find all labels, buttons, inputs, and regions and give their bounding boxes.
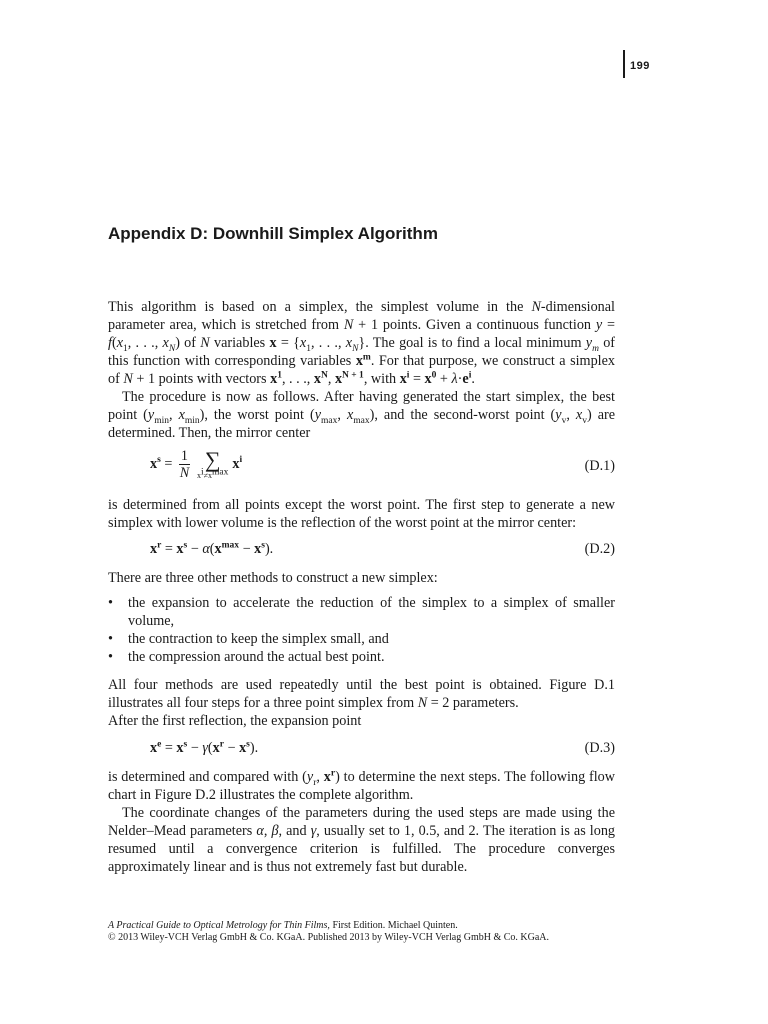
- paragraph-flowchart-reference: is determined and compared with ($y_r$, $x^r$) to determine the next steps. The following flow chart in Figure D.2 illustrates the complete algorithm.: [108, 768, 616, 803]
- equation-d3: $x^e = x^s - \gamma(x^r - x^s)$. (D.3): [150, 739, 615, 756]
- paragraph-expansion-intro: After the first reflection, the expansion point: [108, 713, 362, 729]
- page-number-rule: [623, 50, 625, 78]
- page-number: 199: [630, 60, 650, 72]
- list-item: • the expansion to accelerate the reduction of the simplex to a simplex of smaller volume,: [108, 595, 615, 629]
- paragraph-nelder-mead: The coordinate changes of the parameters during the used steps are made using the Nelder–Mead parameters α, β, and γ, usually set to 1, 0.5, and 2. The iteration is as long resumed until a convergence criterion is fulfilled. The procedure converges approximately linear and is thus not extremely fast but durable.: [108, 805, 616, 875]
- equation-d2: $x^r = x^s - \alpha(x^{max} - x^s)$. (D.2): [150, 540, 615, 557]
- list-item: • the compression around the actual best point.: [108, 649, 385, 665]
- footer-book-title: A Practical Guide to Optical Metrology for Thin Films,: [108, 920, 330, 931]
- copyright-footer: [108, 920, 628, 944]
- equation-label-d3: (D.3): [584, 740, 615, 756]
- paragraph-reflection: is determined from all points except the worst point. The first step to generate a new simplex with lower volume is the reflection of the worst point at the mirror center:: [108, 497, 615, 531]
- paragraph-procedure: The procedure is now as follows. After having generated the start simplex, the best point ($y_{min}$, $x_{min}$), the worst point ($y_{max}$, $x_{max}$), and the second-worst point ($y_v$, $x_v$) are determined. Then, the mirror center: [108, 389, 616, 441]
- list-item: • the contraction to keep the simplex small, and: [108, 631, 389, 647]
- equation-label-d2: (D.2): [584, 541, 615, 557]
- chapter-title: Appendix D: Downhill Simplex Algorithm: [108, 224, 438, 243]
- paragraph-methods-intro: There are three other methods to construct a new simplex:: [108, 570, 438, 586]
- equation-d1: $x^s$ = $\frac{1}{N}$ ∑ $x^i\ne x^{max}$ $x^i$ (D.1): [150, 447, 615, 481]
- footer-line-citation: A Practical Guide to Optical Metrology for Thin Films, First Edition. Michael Quinten.: [108, 920, 458, 931]
- methods-list: [108, 594, 615, 666]
- paragraph-figure-reference: All four methods are used repeatedly until the best point is obtained. Figure D.1 illustrates all four steps for a three point simplex from N = 2 parameters.: [108, 677, 615, 711]
- paragraph-intro: This algorithm is based on a simplex, the simplest volume in the N-dimensional parameter area, which is stretched from N + 1 points. Given a continuous function $y = f(x_1$, . . ., $x_N$) of N variables $x = \{x_1$, . . ., $x_N$}. The goal is to find a local minimum $y_m$ of this function with corresponding variables $x^m$. For that purpose, we construct a simplex of N + 1 points with vectors $x^1$, . . ., $x^N$, $x^{N + 1}$, with $x^i = x^0 + \lambda\cdot e^i$.: [108, 299, 616, 387]
- equation-label-d1: (D.1): [584, 458, 615, 474]
- footer-line-copyright: © 2013 Wiley-VCH Verlag GmbH & Co. KGaA. Published 2013 by Wiley-VCH Verlag GmbH & Co. KGaA.: [108, 932, 550, 943]
